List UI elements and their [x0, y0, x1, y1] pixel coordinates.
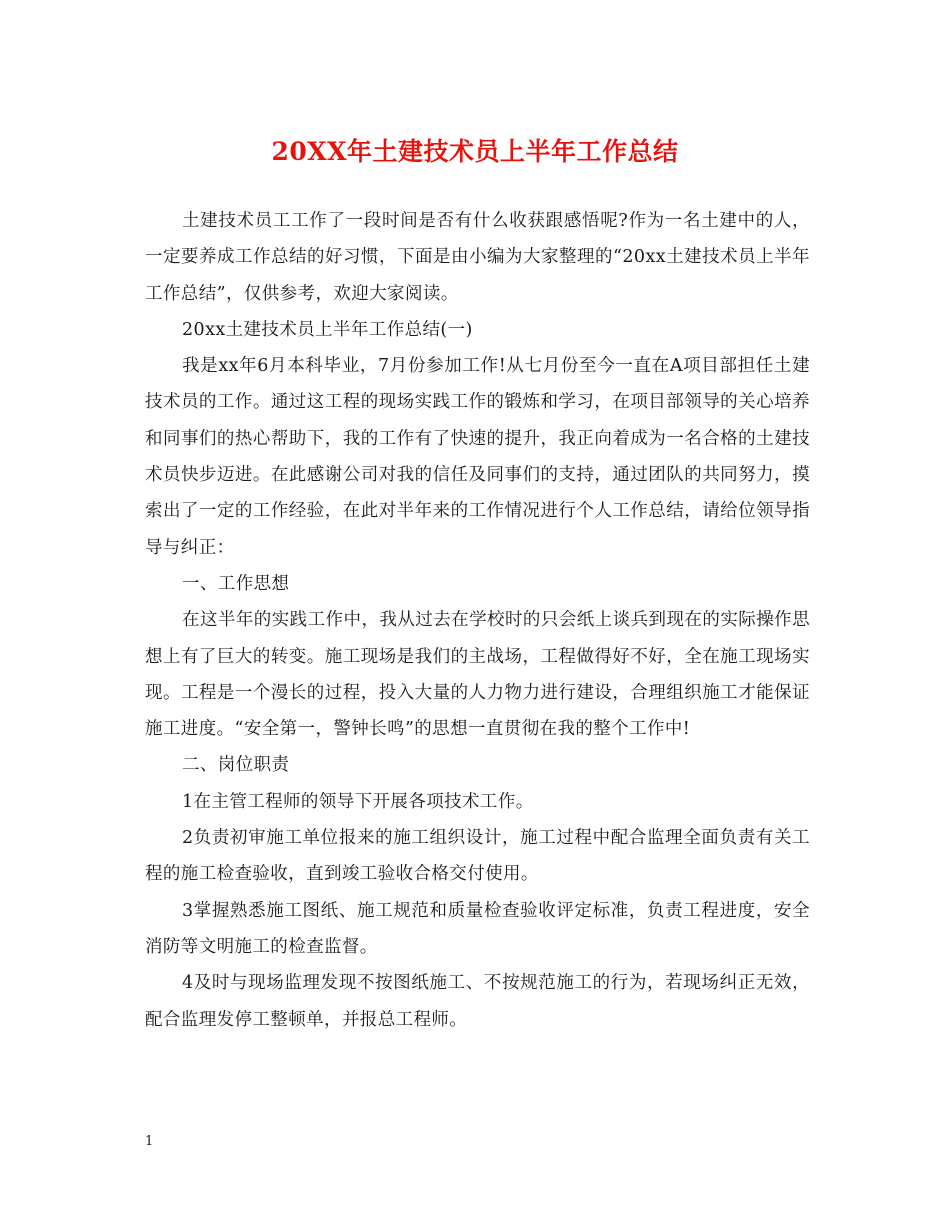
list-item: 4及时与现场监理发现不按图纸施工、不按规范施工的行为，若现场纠正无效，配合监理发停工整顿单，并报总工程师。	[145, 973, 810, 1030]
list-item: 1在主管工程师的领导下开展各项技术工作。	[182, 791, 534, 812]
body-paragraph: 在这半年的实践工作中，我从过去在学校时的只会纸上谈兵到现在的实际操作思想上有了巨大的转变。施工现场是我们的主战场，工程做得好不好，全在施工现场实现。工程是一个漫长的过程，投入大量的人力物力进行建设，合理组织施工才能保证施工进度。“安全第一，警钟长鸣”的思想一直贯彻在我的整个工作中!	[145, 610, 810, 740]
page-number: 1	[145, 1134, 154, 1149]
list-item: 3掌握熟悉施工图纸、施工规范和质量检查验收评定标准，负责工程进度，安全消防等文明施工的检查监督。	[145, 900, 810, 957]
document-title: 20XX年土建技术员上半年工作总结	[271, 137, 679, 166]
document-body	[145, 203, 810, 1038]
section-heading-job-duties: 二、岗位职责	[182, 755, 290, 776]
body-paragraph: 我是xx年6月本科毕业，7月份参加工作!从七月份至今一直在A项目部担任土建技术员的工作。通过这工程的现场实践工作的锻炼和学习，在项目部领导的关心培养和同事们的热心帮助下，我的工作有了快速的提升，我正向着成为一名合格的土建技术员快步迈进。在此感谢公司对我的信任及同事们的支持，通过团队的共同努力，摸索出了一定的工作经验，在此对半年来的工作情况进行个人工作总结，请给位领导指导与纠正：	[145, 356, 810, 558]
section-heading-work-thoughts: 一、工作思想	[182, 573, 290, 594]
list-item: 2负责初审施工单位报来的施工组织设计，施工过程中配合监理全面负责有关工程的施工检查验收，直到竣工验收合格交付使用。	[145, 828, 810, 885]
intro-paragraph: 土建技术员工工作了一段时间是否有什么收获跟感悟呢?作为一名土建中的人，一定要养成工作总结的好习惯，下面是由小编为大家整理的“20xx土建技术员上半年工作总结”，仅供参考，欢迎大家阅读。	[145, 211, 810, 304]
section-heading-part-one: 20xx土建技术员上半年工作总结(一)	[182, 319, 473, 340]
